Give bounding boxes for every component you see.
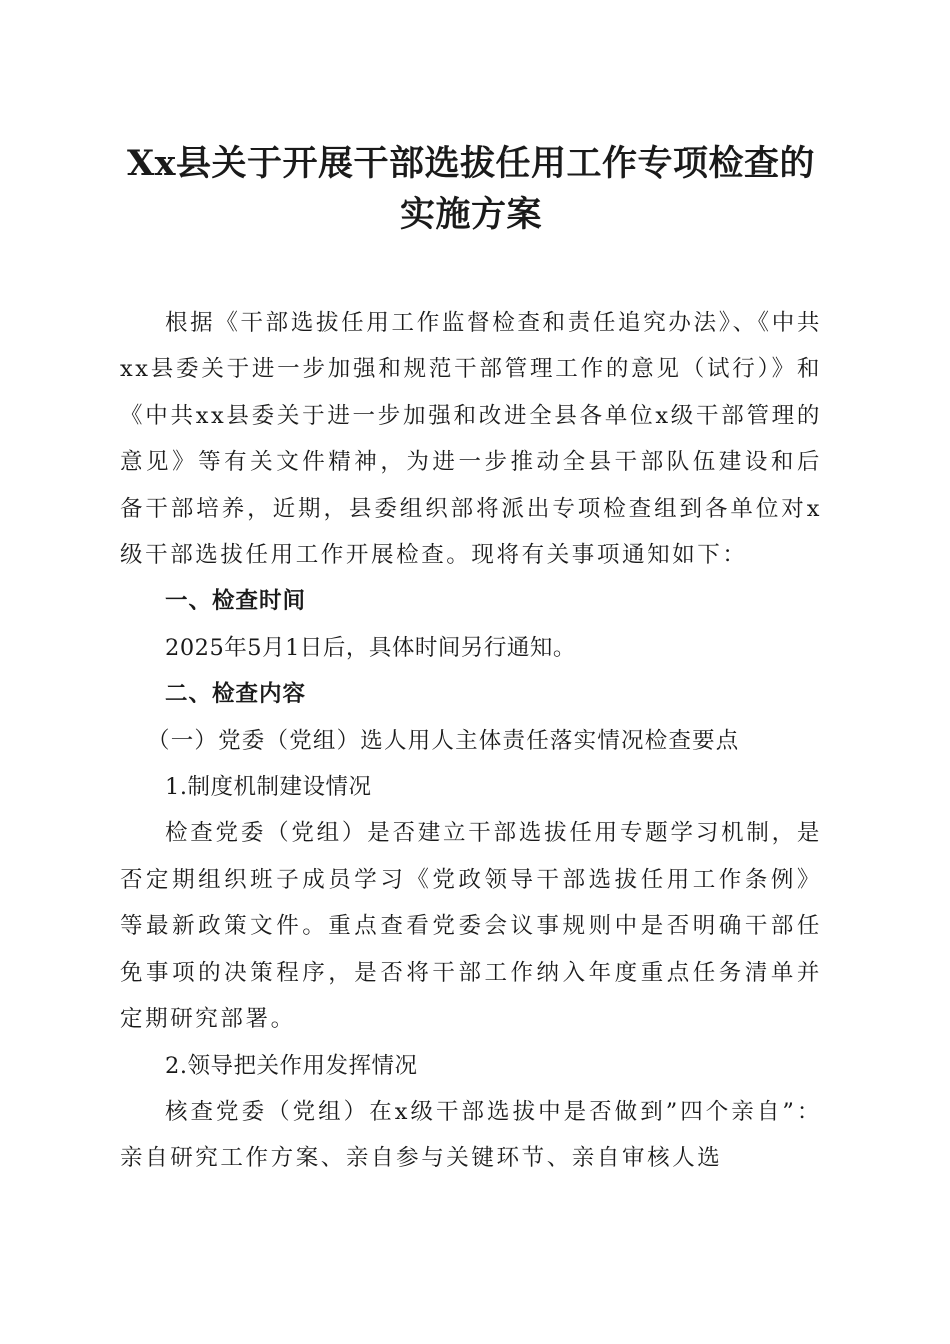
item-heading-2: 2.领导把关作用发挥情况	[165, 1052, 418, 1079]
item-paragraph-2: 核查党委（党组）在x级干部选拔中是否做到”四个亲自”：亲自研究工作方案、亲自参与关键环节、亲自审核人选	[120, 1098, 822, 1172]
title-line-1: Xx县关于开展干部选拔任用工作专项检查的	[126, 143, 816, 184]
title-line-2: 实施方案	[399, 194, 542, 235]
intro-paragraph: 根据《干部选拔任用工作监督检查和责任追究办法》、《中共xx县委关于进一步加强和规范干部管理工作的意见（试行）》和《中共xx县委关于进一步加强和改进全县各单位x级干部管理的意见》等有关文件精神，为进一步推动全县干部队伍建设和后备干部培养，近期，县委组织部将派出专项检查组到各单位对x级干部选拔任用工作开展检查。现将有关事项通知如下：	[120, 310, 822, 569]
document-body	[120, 300, 822, 1182]
document-title	[120, 138, 822, 240]
item-heading-1: 1.制度机制建设情况	[165, 774, 372, 801]
document-page	[120, 138, 822, 1182]
section-heading-time: 一、检查时间	[165, 588, 307, 615]
section-heading-content: 二、检查内容	[165, 681, 307, 708]
subsection-heading-1: （一）党委（党组）选人用人主体责任落实情况检查要点	[147, 727, 740, 754]
item-paragraph-1: 检查党委（党组）是否建立干部选拔任用专题学习机制，是否定期组织班子成员学习《党政领导干部选拔任用工作条例》等最新政策文件。重点查看党委会议事规则中是否明确干部任免事项的决策程序，是否将干部工作纳入年度重点任务清单并定期研究部署。	[120, 820, 822, 1033]
section-text-time: 2025年5月1日后，具体时间另行通知。	[165, 634, 576, 661]
